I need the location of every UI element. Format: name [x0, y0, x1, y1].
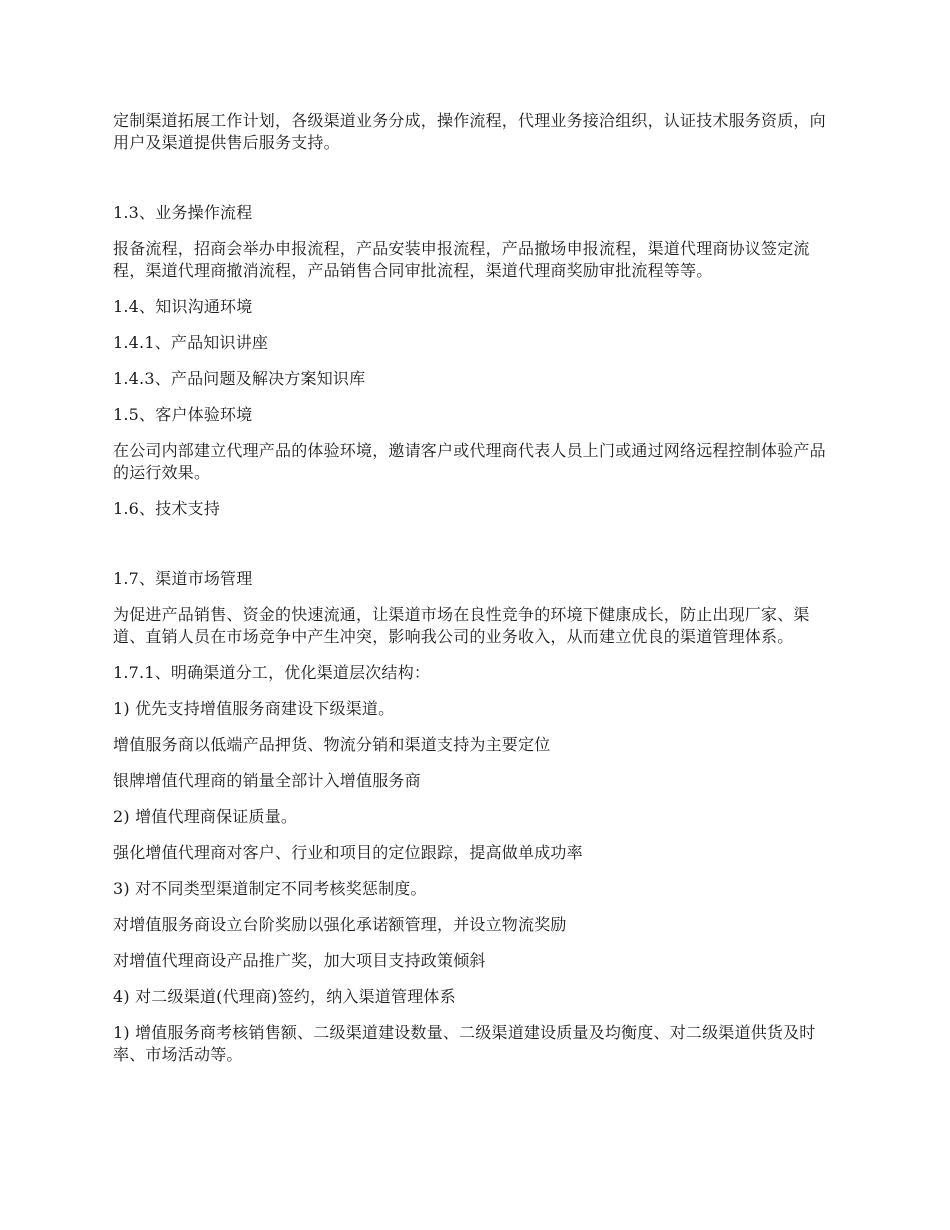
paragraph-market-management: 为促进产品销售、资金的快速流通，让渠道市场在良性竞争的环境下健康成长，防止出现厂家、渠道、直销人员在市场竞争中产生冲突，影响我公司的业务收入，从而建立优良的渠道管理体系。	[113, 605, 810, 646]
heading-1-4: 1.4、知识沟通环境	[113, 297, 253, 316]
heading-1-3: 1.3、业务操作流程	[113, 203, 253, 222]
list-detail: 对增值服务商设立台阶奖励以强化承诺额管理，并设立物流奖励	[113, 915, 567, 934]
heading-1-7: 1.7、渠道市场管理	[113, 569, 253, 588]
paragraph-experience-env: 在公司内部建立代理产品的体验环境，邀请客户或代理商代表人员上门或通过网络远程控制体验产品的运行效果。	[113, 441, 826, 482]
heading-1-5: 1.5、客户体验环境	[113, 405, 253, 424]
document-page	[113, 110, 841, 1066]
list-item-1-assessment: 1) 增值服务商考核销售额、二级渠道建设数量、二级渠道建设质量及均衡度、对二级渠道供货及时率、市场活动等。	[113, 1023, 816, 1064]
heading-1-6: 1.6、技术支持	[113, 499, 221, 518]
list-detail: 银牌增值代理商的销量全部计入增值服务商	[113, 771, 421, 790]
list-item-4: 4) 对二级渠道(代理商)签约，纳入渠道管理体系	[113, 987, 456, 1006]
heading-1-4-3: 1.4.3、产品问题及解决方案知识库	[113, 369, 366, 388]
list-item-1: 1) 优先支持增值服务商建设下级渠道。	[113, 699, 395, 718]
list-item-2: 2) 增值代理商保证质量。	[113, 807, 298, 826]
heading-1-7-1: 1.7.1、明确渠道分工，优化渠道层次结构：	[113, 663, 431, 682]
list-item-3: 3) 对不同类型渠道制定不同考核奖惩制度。	[113, 879, 427, 898]
list-detail: 增值服务商以低端产品押货、物流分销和渠道支持为主要定位	[113, 735, 551, 754]
list-detail: 强化增值代理商对客户、行业和项目的定位跟踪，提高做单成功率	[113, 843, 583, 862]
paragraph-process-list: 报备流程，招商会举办申报流程，产品安装申报流程，产品撤场申报流程，渠道代理商协议签定流程，渠道代理商撤消流程，产品销售合同审批流程，渠道代理商奖励审批流程等等。	[113, 239, 810, 280]
paragraph-channel-plan: 定制渠道拓展工作计划，各级渠道业务分成，操作流程，代理业务接洽组织，认证技术服务资质，向用户及渠道提供售后服务支持。	[113, 111, 826, 152]
list-detail: 对增值代理商设产品推广奖，加大项目支持政策倾斜	[113, 951, 486, 970]
heading-1-4-1: 1.4.1、产品知识讲座	[113, 333, 269, 352]
